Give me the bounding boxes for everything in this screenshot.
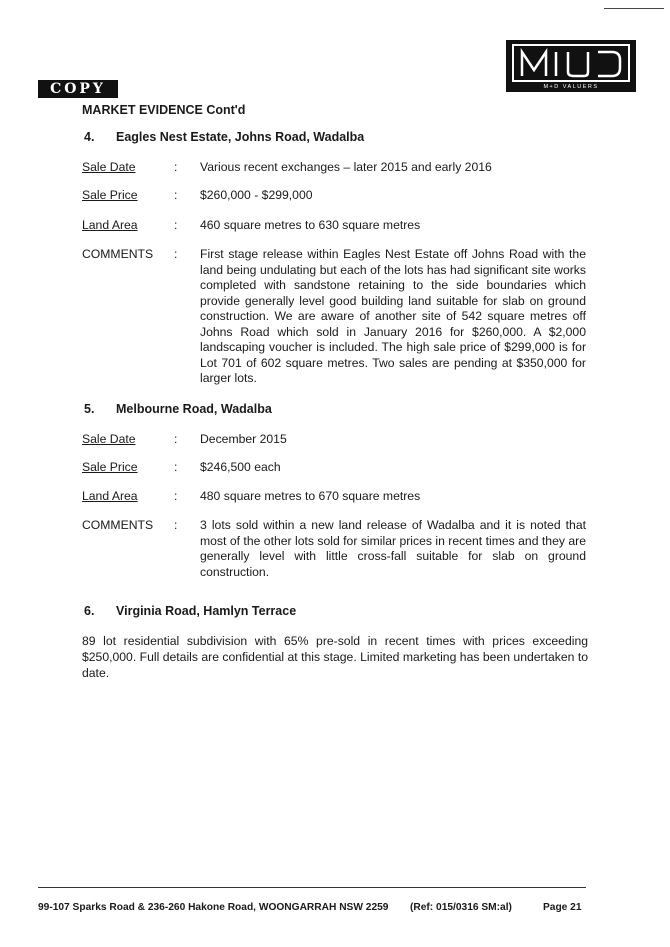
colon: : <box>174 432 178 446</box>
land-area-label: Land Area <box>82 489 138 503</box>
footer-page-number: Page 21 <box>543 902 582 913</box>
footer-address: 99-107 Sparks Road & 236-260 Hakone Road, WOONGARRAH NSW 2259 <box>38 902 389 913</box>
sale-date-label: Sale Date <box>82 432 136 446</box>
logo-caption: M+D VALUERS <box>543 84 599 90</box>
sale-price-value: $260,000 - $299,000 <box>200 188 313 202</box>
colon: : <box>174 518 178 532</box>
sale-price-label: Sale Price <box>82 188 138 202</box>
comments-label: COMMENTS <box>82 247 154 261</box>
colon: : <box>174 489 178 503</box>
sale-date-label: Sale Date <box>82 160 136 174</box>
footer-divider <box>38 887 586 888</box>
section-number: 6. <box>84 604 95 618</box>
sale-price-label: Sale Price <box>82 460 138 474</box>
colon: : <box>174 218 178 232</box>
colon: : <box>174 460 178 474</box>
comments-value: 3 lots sold within a new land release of Wadalba and it is noted that most of the other lots sold for similar prices in recent times and they are generally level with little cross-fall suitable for slab on ground construction. <box>200 518 586 579</box>
colon: : <box>174 160 178 174</box>
land-area-value: 460 square metres to 630 square metres <box>200 218 421 232</box>
sale-date-value: December 2015 <box>200 432 287 446</box>
section-name: Virginia Road, Hamlyn Terrace <box>116 604 297 618</box>
footer-reference: (Ref: 015/0316 SM:al) <box>410 902 512 913</box>
sale-date-value: Various recent exchanges – later 2015 and early 2016 <box>200 160 492 174</box>
section-name: Melbourne Road, Wadalba <box>116 402 272 416</box>
company-logo <box>506 40 636 92</box>
section-number: 4. <box>84 130 95 144</box>
land-area-value: 480 square metres to 670 square metres <box>200 489 421 503</box>
copy-stamp: COPY <box>38 80 118 98</box>
comments-value: First stage release within Eagles Nest Estate off Johns Road with the land being undulating but each of the lots has had significant site works completed with sandstone retaining to the side boundaries which provide generally level good building land suitable for slab on ground construction. We are aware of another site of 542 square metres off Johns Road which sold in January 2016 for $260,000. A $2,000 landscaping voucher is included. The high sale price of $299,000 is for Lot 701 of 602 square metres. Two sales are pending at $350,000 for larger lots. <box>200 247 586 385</box>
comments-label: COMMENTS <box>82 518 154 532</box>
section-6-paragraph: 89 lot residential subdivision with 65% pre-sold in recent times with prices exceeding $250,000. Full details are confidential at this stage. Limited marketing has been undertaken to date. <box>82 634 588 680</box>
corner-scan-line <box>604 8 664 9</box>
page-heading: MARKET EVIDENCE Cont'd <box>82 103 246 117</box>
colon: : <box>174 247 178 261</box>
section-number: 5. <box>84 402 95 416</box>
sale-price-value: $246,500 each <box>200 460 281 474</box>
mjd-monogram-icon <box>512 44 630 82</box>
colon: : <box>174 188 178 202</box>
section-name: Eagles Nest Estate, Johns Road, Wadalba <box>116 130 365 144</box>
land-area-label: Land Area <box>82 218 138 232</box>
